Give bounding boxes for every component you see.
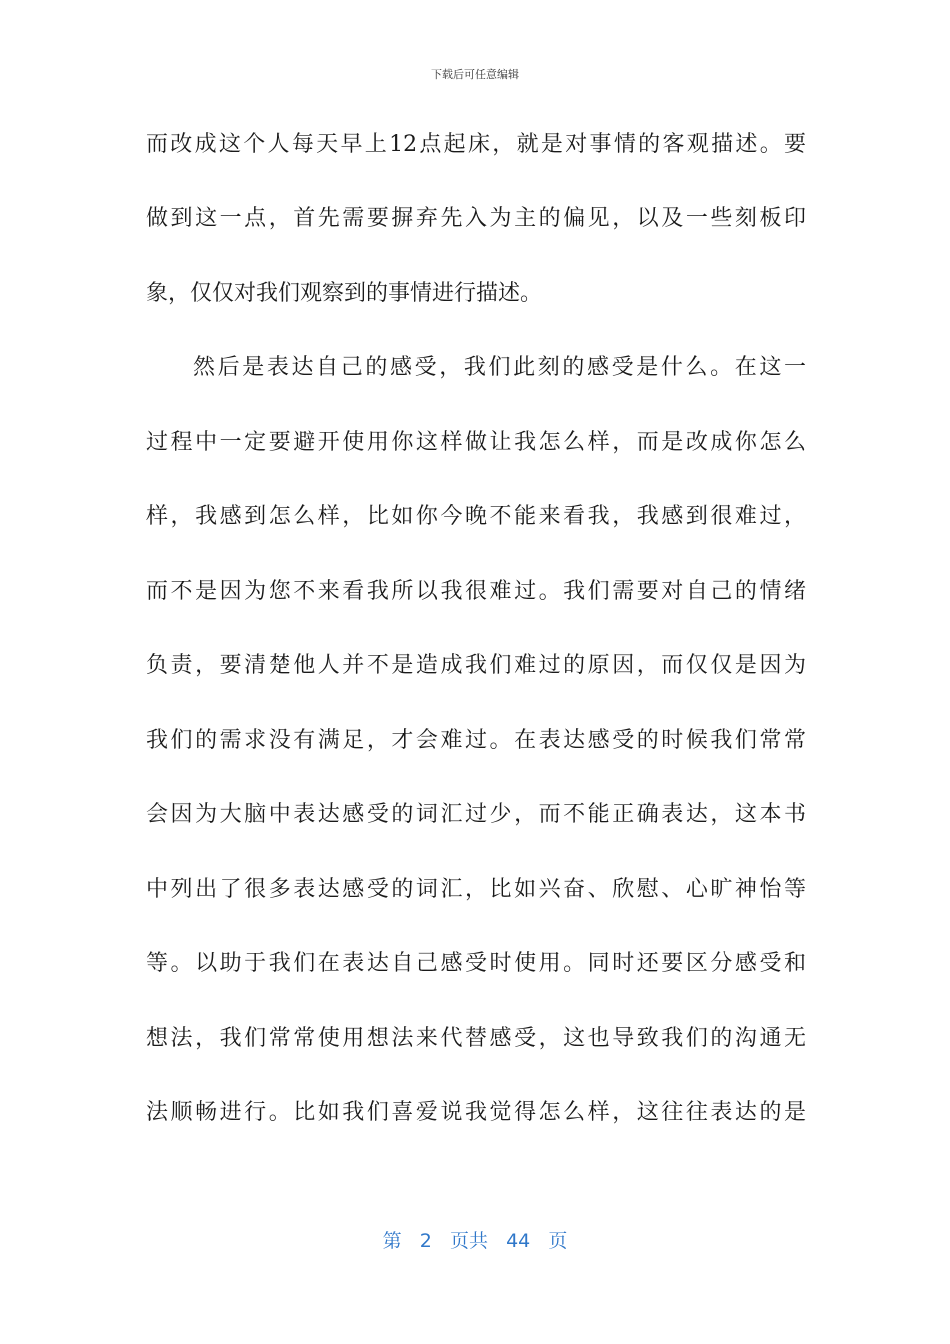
text-line: 会因为大脑中表达感受的词汇过少，而不能正确表达，这本书: [146, 802, 806, 827]
page-label-suffix: 页: [548, 1230, 568, 1252]
text-line: 而不是因为您不来看我所以我很难过。我们需要对自己的情绪: [146, 579, 806, 604]
text-line: 象，仅仅对我们观察到的事情进行描述。: [146, 281, 543, 306]
page-header: 下载后可任意编辑: [431, 68, 519, 81]
text-line: 等。以助于我们在表达自己感受时使用。同时还要区分感受和: [146, 951, 806, 976]
text-line: 负责，要清楚他人并不是造成我们难过的原因，而仅仅是因为: [146, 653, 806, 678]
text-line: 中列出了很多表达感受的词汇，比如兴奋、欣慰、心旷神怡等: [146, 877, 806, 902]
text-line: 想法，我们常常使用想法来代替感受，这也导致我们的沟通无: [146, 1026, 806, 1051]
paragraph-first-line: 然后是表达自己的感受，我们此刻的感受是什么。在这一: [193, 355, 806, 380]
text-line: 做到这一点，首先需要摒弃先入为主的偏见，以及一些刻板印: [146, 206, 806, 231]
page-footer: [0, 1226, 950, 1253]
text-line: 法顺畅进行。比如我们喜爱说我觉得怎么样，这往往表达的是: [146, 1100, 806, 1125]
text-line: 过程中一定要避开使用你这样做让我怎么样，而是改成你怎么: [146, 430, 806, 455]
text-line: 而改成这个人每天早上12点起床，就是对事情的客观描述。要: [146, 132, 806, 157]
page-label-prefix: 第: [382, 1230, 402, 1252]
total-pages-number: 44: [506, 1230, 531, 1252]
text-line: 样，我感到怎么样，比如你今晚不能来看我，我感到很难过，: [146, 504, 806, 529]
page-label-mid: 页共: [449, 1230, 488, 1252]
text-line: 我们的需求没有满足，才会难过。在表达感受的时候我们常常: [146, 728, 806, 753]
current-page-number: 2: [419, 1230, 432, 1252]
